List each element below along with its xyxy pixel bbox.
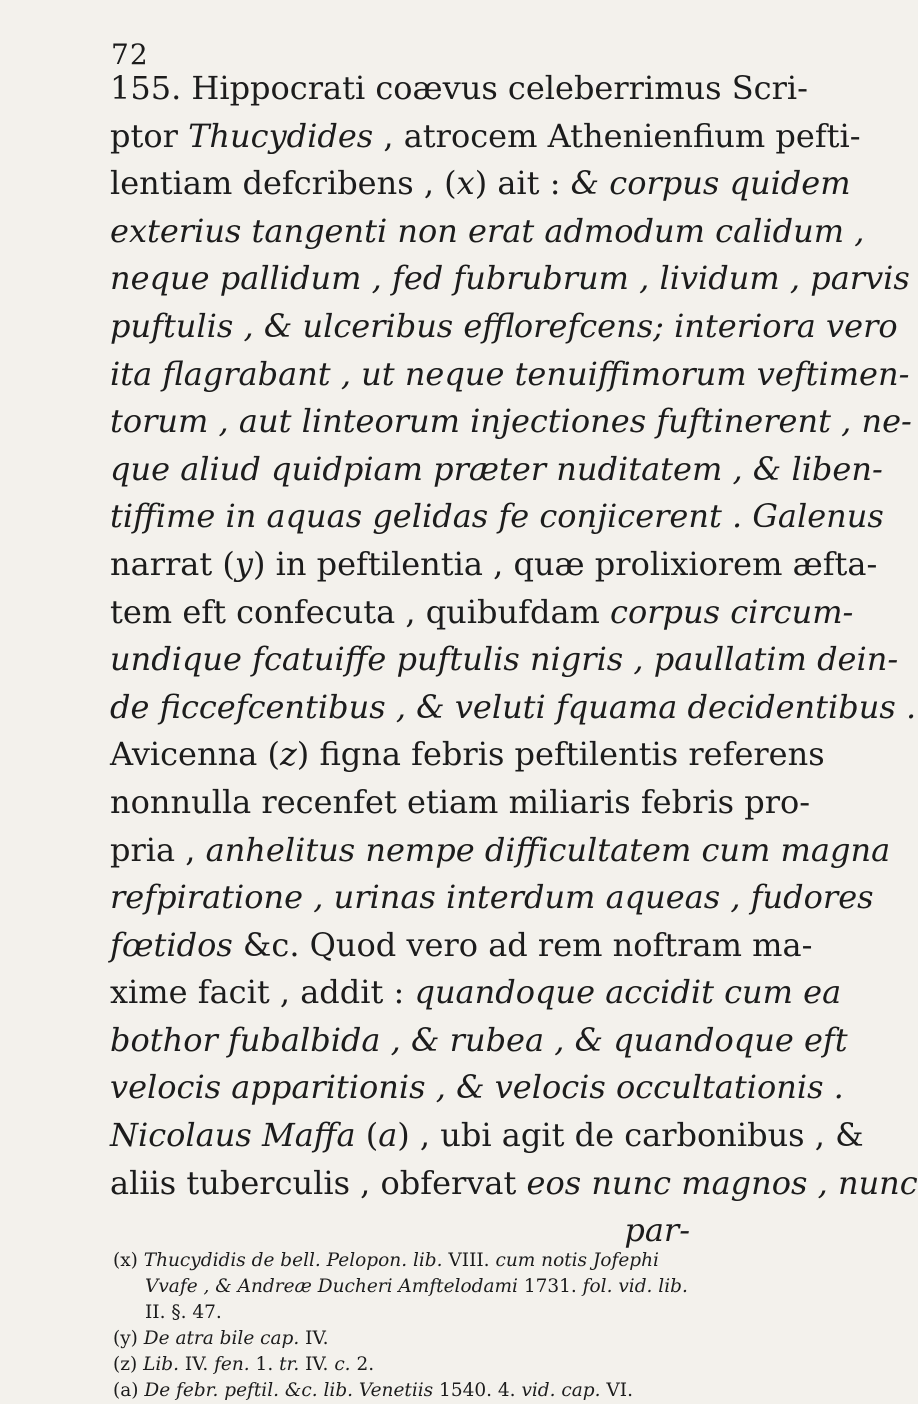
text-line bbox=[110, 684, 917, 732]
italic-text-run: c. bbox=[334, 1354, 351, 1375]
italic-text-run: de ficcefcentibus , & veluti fquama decidentibus . bbox=[110, 687, 917, 726]
text-line bbox=[110, 969, 842, 1017]
footnote-line bbox=[113, 1300, 773, 1326]
italic-text-run: tr. bbox=[279, 1354, 300, 1375]
italic-text-run: eos nunc magnos , nunc bbox=[526, 1163, 918, 1202]
text-run: II. §. 47. bbox=[145, 1302, 222, 1323]
text-line bbox=[110, 874, 874, 922]
text-line bbox=[110, 827, 891, 875]
text-run: ) , ubi agit de carbonibus , & bbox=[397, 1116, 864, 1155]
text-run: ptor bbox=[110, 116, 189, 155]
text-run: ( bbox=[355, 1116, 379, 1155]
text-line bbox=[110, 351, 910, 399]
footnote-line bbox=[113, 1378, 773, 1404]
italic-text-run: De atra bile cap. bbox=[143, 1328, 300, 1349]
italic-text-run: fen. bbox=[214, 1354, 250, 1375]
text-run: pria , bbox=[110, 830, 206, 869]
main-text-block bbox=[110, 65, 918, 1255]
text-run: IV. bbox=[179, 1354, 215, 1375]
italic-text-run: refpiratione , urinas interdum aqueas , fudores bbox=[110, 878, 874, 917]
italic-text-run: puftulis , & ulceribus efflorefcens; interiora vero bbox=[110, 306, 898, 345]
italic-text-run: fœtidos bbox=[110, 925, 233, 964]
italic-text-run: z bbox=[279, 735, 297, 774]
italic-text-run: fol. vid. lib. bbox=[582, 1276, 688, 1297]
text-line bbox=[110, 113, 861, 161]
italic-text-run: undique fcatuiffe puftulis nigris , paullatim dein- bbox=[110, 640, 899, 679]
text-line bbox=[110, 208, 865, 256]
text-line bbox=[110, 1112, 864, 1160]
italic-text-run: Lib. bbox=[143, 1354, 179, 1375]
text-line bbox=[110, 922, 813, 970]
italic-text-run: vid. cap. bbox=[521, 1380, 601, 1401]
italic-text-run: que aliud quidpiam præter nuditatem , & liben- bbox=[110, 449, 883, 488]
text-run: (y) bbox=[113, 1328, 144, 1349]
text-line bbox=[110, 731, 825, 779]
footnote-line bbox=[113, 1352, 773, 1378]
text-line bbox=[110, 160, 851, 208]
italic-text-run: De febr. peftil. &c. lib. Venetiis bbox=[144, 1380, 434, 1401]
text-run: ) in peftilentia , quæ prolixiorem æfta- bbox=[252, 544, 878, 583]
text-run: IV. bbox=[299, 1328, 329, 1349]
footnotes-block bbox=[113, 1248, 773, 1404]
text-line bbox=[110, 1064, 844, 1112]
footnote-line bbox=[113, 1248, 773, 1274]
text-line bbox=[110, 589, 854, 637]
italic-text-run: Vvafe , & Andreæ Ducheri Amftelodami bbox=[145, 1276, 518, 1297]
text-run: narrat ( bbox=[110, 544, 235, 583]
footnote-line bbox=[113, 1274, 773, 1300]
text-run: VI. bbox=[600, 1380, 633, 1401]
text-run: xime facit , addit : bbox=[110, 973, 415, 1012]
page-number: 72 bbox=[111, 38, 149, 71]
text-run: IV. bbox=[299, 1354, 335, 1375]
text-run: Avicenna ( bbox=[110, 735, 280, 774]
italic-text-run: x bbox=[456, 164, 475, 203]
text-line bbox=[110, 636, 899, 684]
text-run: 2. bbox=[350, 1354, 375, 1375]
italic-text-run: a bbox=[378, 1116, 398, 1155]
italic-text-run: velocis apparitionis , & velocis occultationis . bbox=[110, 1068, 844, 1107]
text-run: VIII. bbox=[442, 1250, 496, 1271]
text-line bbox=[110, 541, 878, 589]
text-run: 1540. 4. bbox=[433, 1380, 522, 1401]
text-line bbox=[110, 398, 912, 446]
text-line bbox=[110, 1160, 918, 1208]
italic-text-run: Thucydides bbox=[188, 116, 374, 155]
text-line bbox=[110, 65, 808, 113]
text-run: (z) bbox=[113, 1354, 144, 1375]
text-run: nonnulla recenfet etiam miliaris febris pro- bbox=[110, 782, 811, 821]
text-run: &c. Quod vero ad rem noftram ma- bbox=[232, 925, 813, 964]
text-line bbox=[110, 255, 910, 303]
italic-text-run: cum notis Jofephi bbox=[495, 1250, 659, 1271]
catchword: par- bbox=[624, 1211, 690, 1250]
text-run: ) figna febris peftilentis referens bbox=[296, 735, 825, 774]
italic-text-run: torum , aut linteorum injectiones fuftinerent , ne- bbox=[110, 402, 912, 441]
italic-text-run: quandoque accidit cum ea bbox=[414, 973, 842, 1012]
italic-text-run: Nicolaus Maffa bbox=[110, 1116, 356, 1155]
text-run: , atrocem Athenienfium pefti- bbox=[373, 116, 861, 155]
text-run: aliis tuberculis , obfervat bbox=[110, 1163, 527, 1202]
text-line bbox=[110, 446, 883, 494]
italic-text-run: y bbox=[234, 544, 253, 583]
italic-text-run: neque pallidum , fed fubrubrum , lividum , parvis bbox=[110, 259, 910, 298]
text-run: 1731. bbox=[517, 1276, 583, 1297]
text-run: lentiam defcribens , ( bbox=[110, 164, 457, 203]
italic-text-run: corpus circum- bbox=[610, 592, 854, 631]
text-run: tem eft confecuta , quibufdam bbox=[110, 592, 611, 631]
footnote-line bbox=[113, 1326, 773, 1352]
text-run: ) ait : bbox=[474, 164, 571, 203]
text-line bbox=[110, 303, 898, 351]
text-run: (x) bbox=[113, 1250, 144, 1271]
text-run: (a) bbox=[113, 1380, 145, 1401]
text-run: 1. bbox=[249, 1354, 280, 1375]
italic-text-run: bothor fubalbida , & rubea , & quandoque eft bbox=[110, 1020, 848, 1059]
text-run: 155. Hippocrati coævus celeberrimus Scri- bbox=[110, 69, 808, 107]
italic-text-run: anhelitus nempe difficultatem cum magna bbox=[205, 830, 891, 869]
italic-text-run: & corpus quidem bbox=[570, 164, 851, 203]
italic-text-run: Thucydidis de bell. Pelopon. lib. bbox=[143, 1250, 443, 1271]
italic-text-run: ita flagrabant , ut neque tenuiffimorum veftimen- bbox=[110, 354, 910, 393]
text-line bbox=[110, 1017, 848, 1065]
text-line bbox=[110, 493, 884, 541]
italic-text-run: tiffime in aquas gelidas fe conjicerent . Galenus bbox=[110, 497, 884, 536]
italic-text-run: exterius tangenti non erat admodum calidum , bbox=[110, 211, 865, 250]
text-line bbox=[110, 779, 811, 827]
